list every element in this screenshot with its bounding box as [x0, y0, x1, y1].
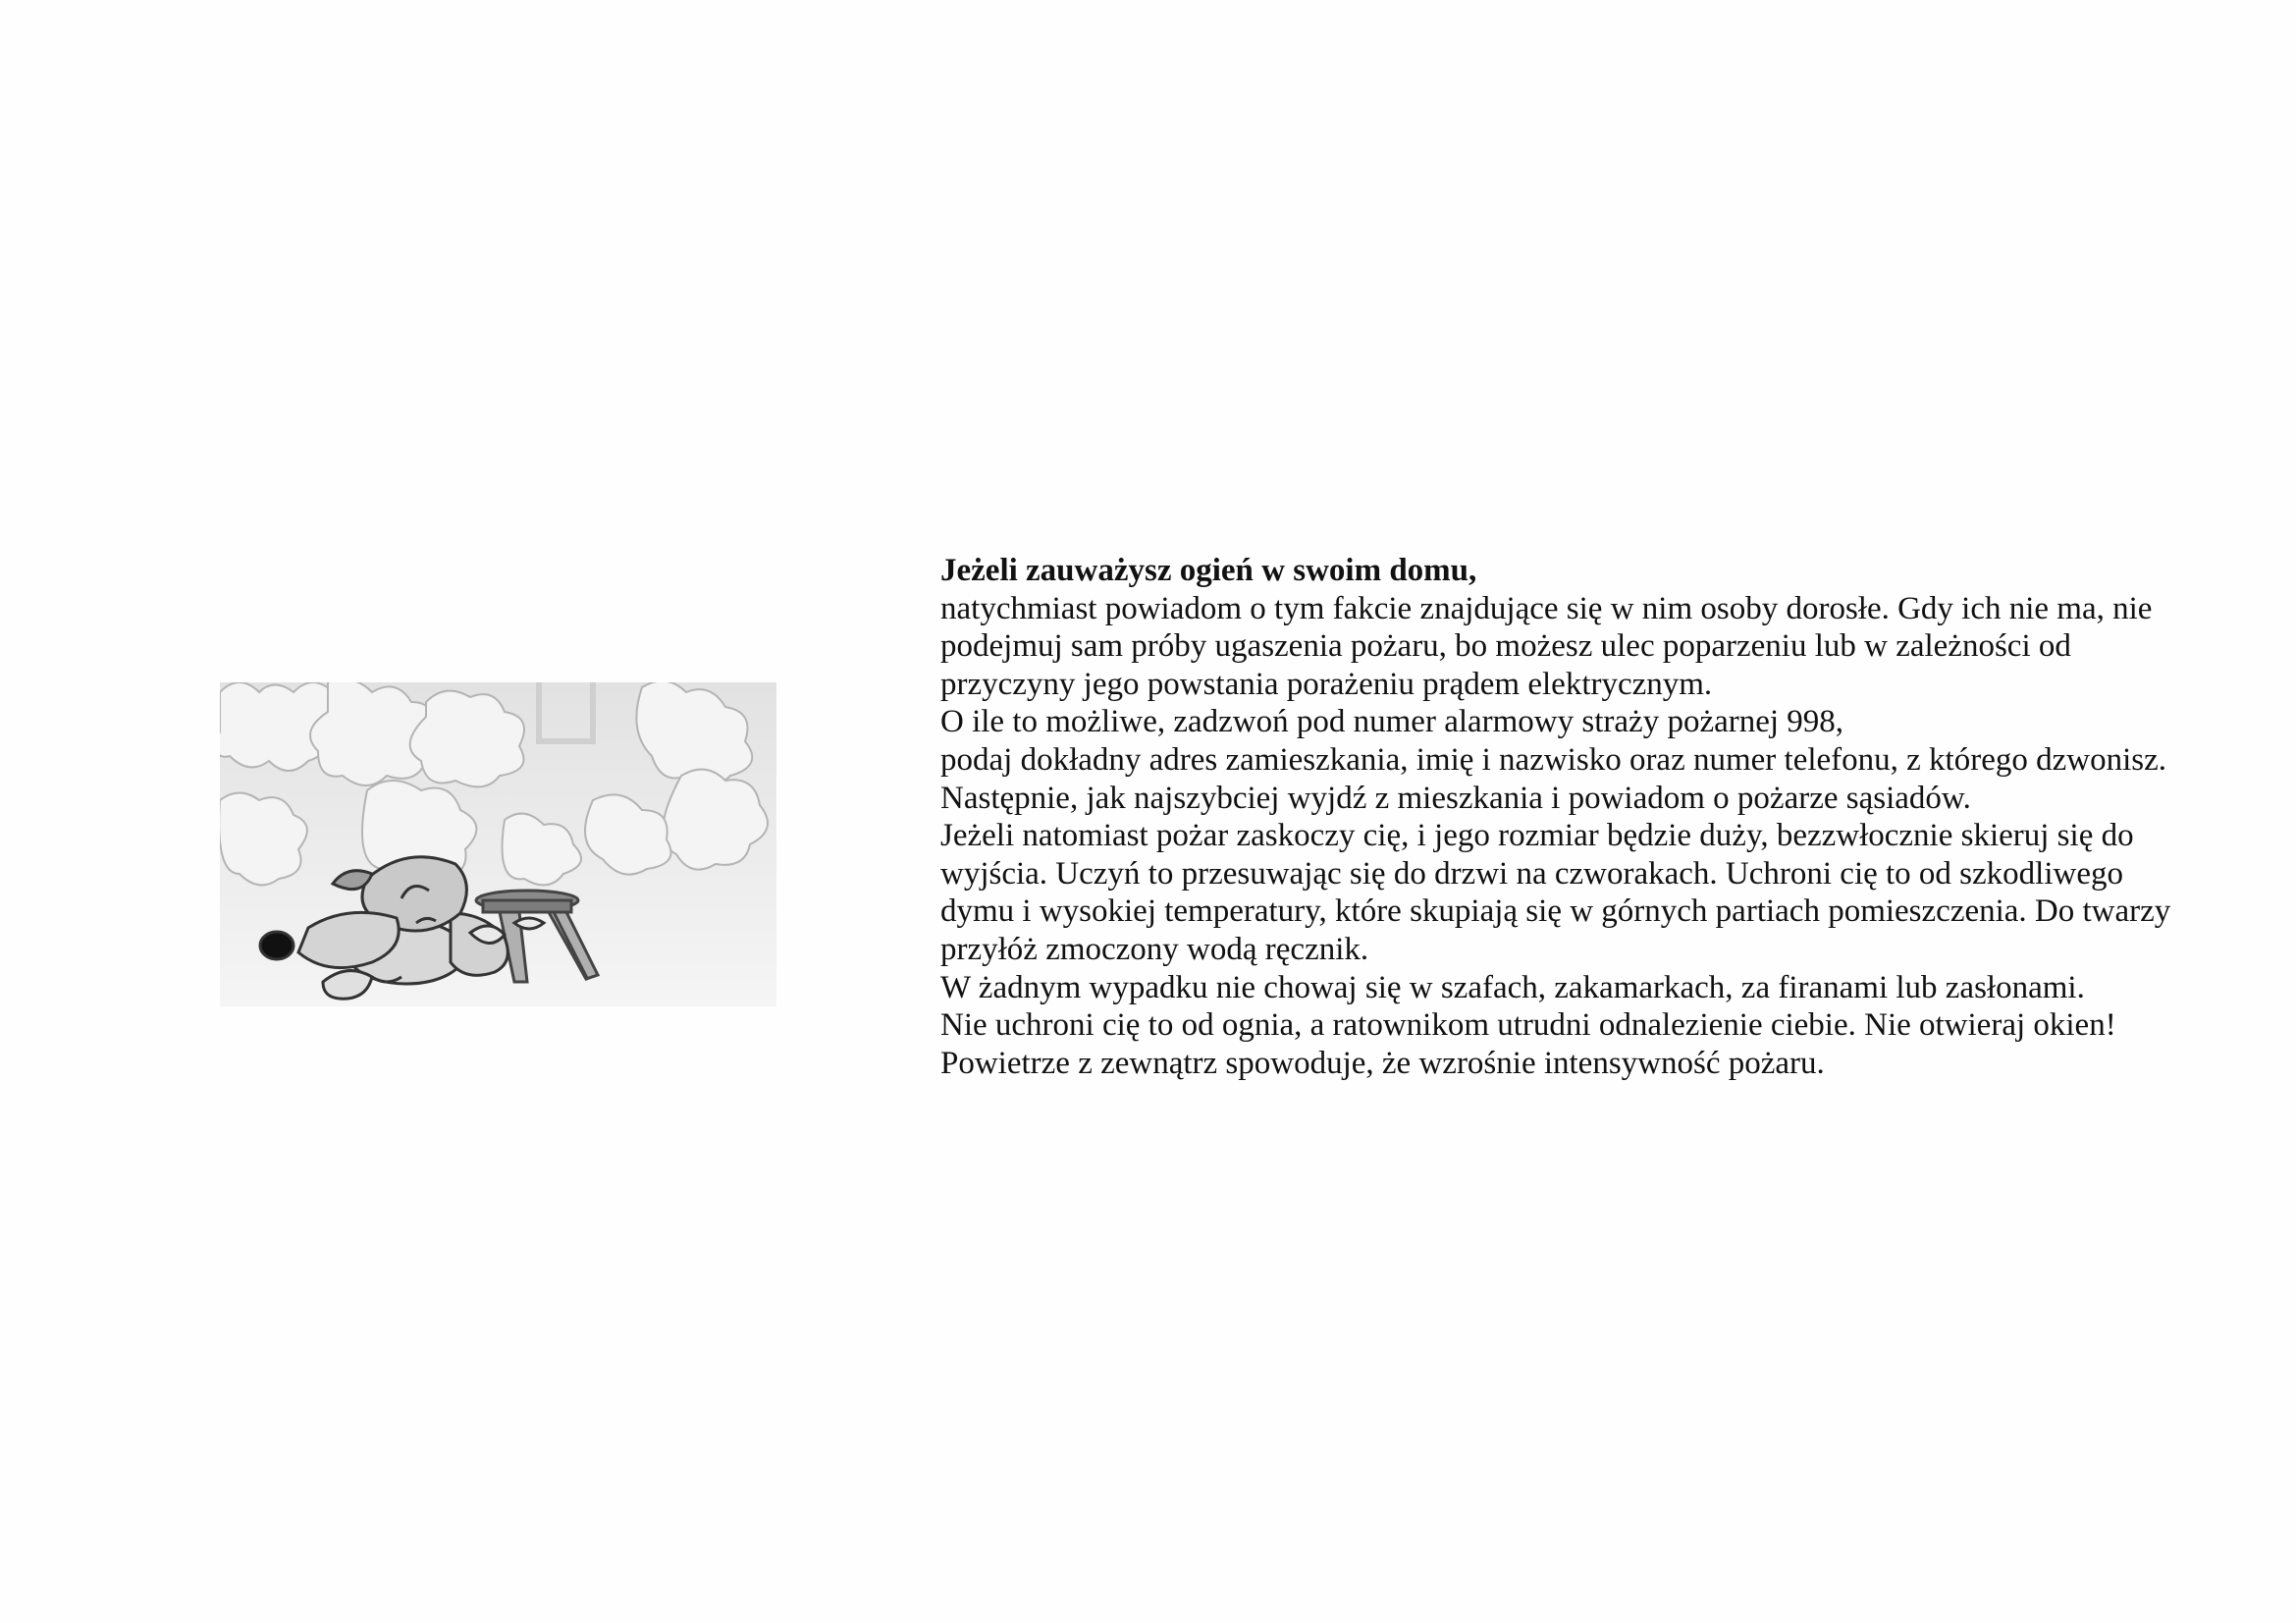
instructions-line: O ile to możliwe, zadzwoń pod numer alarmowy straży pożarnej 998, [940, 704, 1844, 740]
instructions-line: Następnie, jak najszybciej wyjdź z mieszkania i powiadom o pożarze sąsiadów. [940, 780, 1971, 816]
instructions-line: przyłóż zmoczony wodą ręcznik. [940, 931, 1369, 967]
instructions-line: podaj dokładny adres zamieszkania, imię i nazwisko oraz numer telefonu, z którego dzwonisz. [940, 741, 2166, 778]
fire-safety-instructions [940, 552, 2216, 1082]
instructions-line: podejmuj sam próby ugaszenia pożaru, bo możesz ulec poparzeniu lub w zależności od [940, 628, 2071, 665]
instructions-line: wyjścia. Uczyń to przesuwając się do drzwi na czworakach. Uchroni cię to od szkodliwego [940, 855, 2123, 892]
instructions-line: W żadnym wypadku nie chowaj się w szafach, zakamarkach, za firanami lub zasłonami. [940, 969, 2085, 1005]
cartoon-figure-crawling-under-smoke-icon [220, 682, 776, 1006]
instructions-line: Powietrze z zewnątrz spowoduje, że wzrośnie intensywność pożaru. [940, 1045, 1825, 1081]
instructions-heading: Jeżeli zauważysz ogień w swoim domu, [940, 553, 1477, 588]
illustration-crawling-under-smoke [220, 682, 776, 1006]
instructions-line: natychmiast powiadom o tym fakcie znajdujące się w nim osoby dorosłe. Gdy ich nie ma, nie [940, 590, 2153, 626]
instructions-line: przyczyny jego powstania porażeniu prądem elektrycznym. [940, 666, 1713, 702]
instructions-line: Nie uchroni cię to od ognia, a ratownikom utrudni odnalezienie ciebie. Nie otwieraj okien! [940, 1007, 2116, 1044]
instructions-line: Jeżeli natomiast pożar zaskoczy cię, i jego rozmiar będzie duży, bezzwłocznie skieruj się do [940, 818, 2134, 854]
instructions-line: dymu i wysokiej temperatury, które skupiają się w górnych partiach pomieszczenia. Do twarzy [940, 893, 2171, 930]
